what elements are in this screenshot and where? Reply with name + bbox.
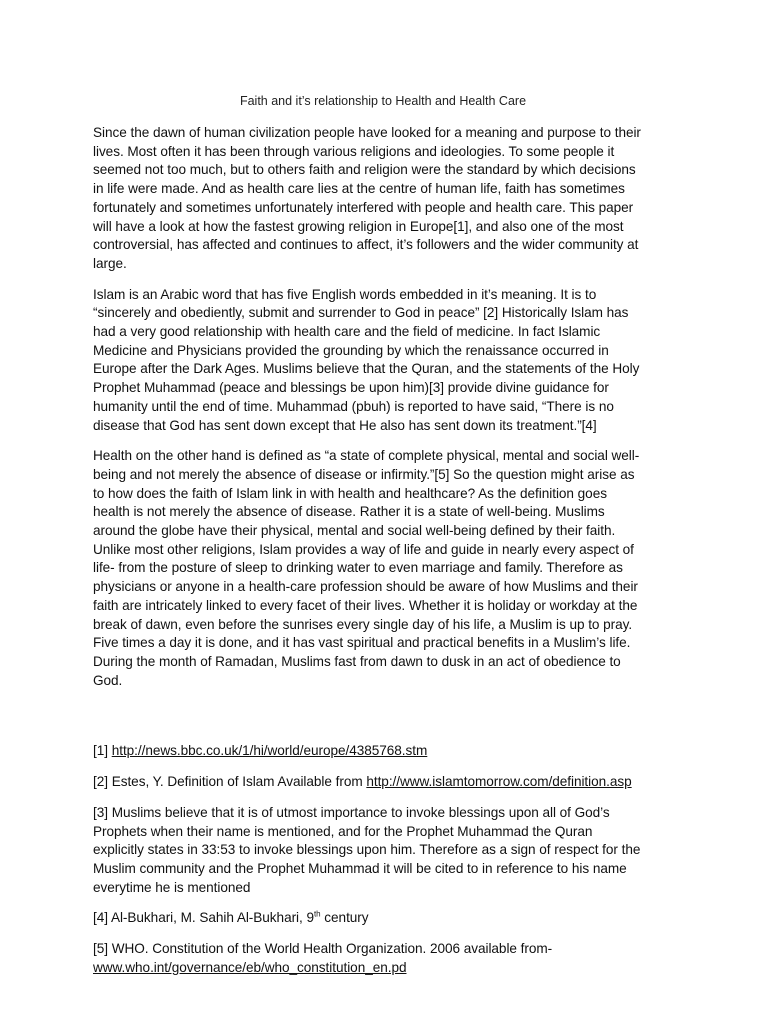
document-page bbox=[93, 92, 673, 989]
bbc-news-link[interactable]: http://news.bbc.co.uk/1/hi/world/europe/4385768.stm bbox=[111, 743, 428, 759]
text-line: Prophet Muhammad (peace and blessings be upon him)[3] provide divine guidance for bbox=[93, 380, 609, 396]
footnote-separator-space bbox=[93, 702, 673, 742]
footnote-line bbox=[93, 742, 673, 761]
footnote-4 bbox=[93, 909, 673, 928]
footnote-superscript: th bbox=[314, 909, 321, 919]
footnote-prefix: [2] Estes, Y. Definition of Islam Available from bbox=[93, 774, 367, 790]
footnote-line: [5] WHO. Constitution of the World Health Organization. 2006 available from- bbox=[93, 941, 553, 957]
footnote-line: explicitly states in 33:53 to invoke blessings upon him. Therefore as a sign of respect for the bbox=[93, 842, 641, 858]
footnote-5 bbox=[93, 940, 673, 977]
footnote-line: everytime he is mentioned bbox=[93, 879, 251, 895]
paragraph-introduction bbox=[93, 124, 673, 274]
text-line: to how does the faith of Islam link in with health and healthcare? As the definition goes bbox=[93, 485, 607, 501]
document-title: Faith and it’s relationship to Health and Health Care bbox=[239, 94, 527, 108]
footnote-prefix: [1] bbox=[93, 743, 112, 759]
text-line: life- from the posture of sleep to drinking water to even marriage and family. Therefore as bbox=[93, 560, 623, 576]
text-line: had a very good relationship with health care and the field of medicine. In fact Islamic bbox=[93, 324, 601, 340]
footnote-2 bbox=[93, 773, 673, 792]
footnote-line: [3] Muslims believe that it is of utmost importance to invoke blessings upon all of God’s bbox=[93, 804, 610, 820]
footnote-line bbox=[93, 773, 673, 792]
text-line: physicians or anyone in a health-care profession should be aware of how Muslims and their bbox=[93, 579, 638, 595]
text-line: “sincerely and obediently, submit and surrender to God in peace” [2] Historically Islam has bbox=[93, 305, 629, 321]
footnote-line: Muslim community and the Prophet Muhammad it will be cited to in reference to his name bbox=[93, 860, 627, 876]
footnote-suffix: century bbox=[320, 910, 369, 926]
text-line: health is not merely the absence of disease. Rather it is a state of well-being. Muslims bbox=[93, 504, 605, 520]
text-line: humanity until the end of time. Muhammad (pbuh) is reported to have said, “There is no bbox=[93, 398, 614, 414]
text-line: disease that God has sent down except that He also has sent down its treatment.”[4] bbox=[93, 417, 597, 433]
text-line: in life were made. And as health care lies at the centre of human life, faith has sometimes bbox=[93, 181, 625, 197]
paragraph-health bbox=[93, 447, 673, 690]
text-line: Health on the other hand is defined as “a state of complete physical, mental and social well- bbox=[93, 448, 640, 464]
footnote-line bbox=[93, 959, 673, 978]
text-line: around the globe have their physical, mental and social well-being defined by their faith. bbox=[93, 523, 616, 539]
text-line: Islam is an Arabic word that has five English words embedded in it’s meaning. It is to bbox=[93, 286, 597, 302]
footnote-line: Prophets when their name is mentioned, and for the Prophet Muhammad the Quran bbox=[93, 823, 593, 839]
text-line: being and not merely the absence of disease or infirmity.”[5] So the question might arise as bbox=[93, 466, 635, 482]
text-line: Unlike most other religions, Islam provides a way of life and guide in nearly every aspect of bbox=[93, 541, 634, 557]
text-line: fortunately and sometimes unfortunately interfered with people and health care. This paper bbox=[93, 199, 634, 215]
footnote-text: [4] Al-Bukhari, M. Sahih Al-Bukhari, 9 bbox=[93, 910, 314, 926]
text-line: large. bbox=[93, 255, 127, 271]
text-line: controversial, has affected and continues to affect, it’s followers and the wider community at bbox=[93, 237, 639, 253]
text-line: will have a look at how the fastest growing religion in Europe[1], and also one of the most bbox=[93, 218, 624, 234]
who-constitution-link[interactable]: www.who.int/governance/eb/who_constitution_en.pd bbox=[93, 959, 407, 975]
text-line: faith are intricately linked to every facet of their lives. Whether it is holiday or workday at the bbox=[93, 597, 638, 613]
text-line: lives. Most often it has been through various religions and ideologies. To some people it bbox=[93, 143, 615, 159]
text-line: During the month of Ramadan, Muslims fast from dawn to dusk in an act of obedience to bbox=[93, 653, 621, 669]
paragraph-islam bbox=[93, 286, 673, 436]
text-line: Five times a day it is done, and it has vast spiritual and practical benefits in a Muslim’s life. bbox=[93, 635, 631, 651]
text-line: seemed not too much, but to others faith and religion were the standard by which decisions bbox=[93, 162, 636, 178]
text-line: Since the dawn of human civilization people have looked for a meaning and purpose to their bbox=[93, 125, 641, 140]
text-line: Medicine and Physicians provided the grounding by which the renaissance occurred in bbox=[93, 342, 609, 358]
footnote-line bbox=[93, 909, 673, 928]
footnote-1 bbox=[93, 742, 673, 761]
islamtomorrow-link[interactable]: http://www.islamtomorrow.com/definition.asp bbox=[366, 774, 632, 790]
footnote-3 bbox=[93, 804, 673, 898]
text-line: break of dawn, even before the sunrises every single day of his life, a Muslim is up to pray. bbox=[93, 616, 633, 632]
text-line: Europe after the Dark Ages. Muslims believe that the Quran, and the statements of the Holy bbox=[93, 361, 640, 377]
text-line: God. bbox=[93, 672, 123, 688]
